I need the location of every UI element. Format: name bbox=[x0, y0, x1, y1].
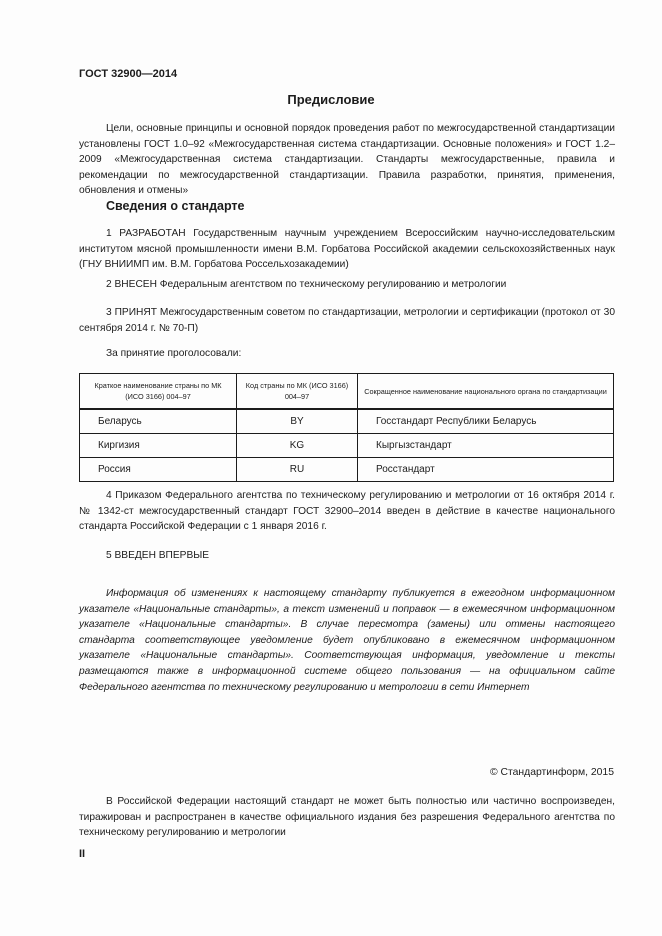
page-title: Предисловие bbox=[287, 92, 375, 107]
table-header-body: Сокращенное наименование национального органа по стандартизации bbox=[358, 374, 614, 410]
notice-paragraph: Информация об изменениях к настоящему стандарту публикуется в ежегодном информационном указателе «Национальные стандарты», а текст изменений и поправок — в ежемесячном информационном указателе «Национальные стандарты». В случае пересмотра (замены) или отмены настоящего стандарта соответствующее уведомление будет опубликовано в ежемесячном информационном указателе «Национальные стандарты». Соответствующая информация, уведомление и тексты размещаются также в информационной системе общего пользования — на официальном сайте Федерального агентства по техническому регулированию и метрологии в сети Интернет bbox=[79, 588, 615, 693]
table-cell-code: RU bbox=[237, 458, 358, 482]
table-header-row bbox=[80, 374, 614, 410]
table-row bbox=[80, 409, 614, 434]
item-order: 4 Приказом Федерального агентства по техническому регулированию и метрологии от 16 октября 2014 г. № 1342-ст межгосударственный стандарт ГОСТ 32900–2014 введен в действие в качестве национального стандарта Российской Федерации с 1 января 2016 г. bbox=[79, 490, 615, 533]
table-header-code: Код страны по МК (ИСО 3166) 004–97 bbox=[237, 374, 358, 410]
rights-paragraph: В Российской Федерации настоящий стандарт не может быть полностью или частично воспроизведен, тиражирован и распространен в качестве официального издания без разрешения Федерального агентства по техническому регулированию и метрологии bbox=[79, 796, 615, 839]
table-row bbox=[80, 434, 614, 458]
intro-paragraph: Цели, основные принципы и основной порядок проведения работ по межгосударственной стандартизации установлены ГОСТ 1.0–92 «Межгосударственная система стандартизации. Основные положения» и ГОСТ 1.2–2009 «Межгосударственная система стандартизации. Стандарты межгосударственные, правила и рекомендации по межгосударственной стандартизации. Правила разработки, принятия, применения, обновления и отмены» bbox=[79, 123, 615, 197]
voted-label: За принятие проголосовали: bbox=[106, 348, 242, 359]
page-number: II bbox=[79, 848, 86, 860]
info-heading: Сведения о стандарте bbox=[106, 199, 245, 213]
table-cell-code: KG bbox=[237, 434, 358, 458]
copyright: © Стандартинформ, 2015 bbox=[489, 767, 614, 778]
table-cell-code: BY bbox=[237, 409, 358, 434]
document-header: ГОСТ 32900—2014 bbox=[79, 68, 178, 80]
table-cell-body: Росстандарт bbox=[358, 458, 614, 482]
item-introduced: 2 ВНЕСЕН Федеральным агентством по техническому регулированию и метрологии bbox=[106, 279, 507, 290]
item-first-introduced: 5 ВВЕДЕН ВПЕРВЫЕ bbox=[106, 550, 210, 561]
table-cell-body: Кыргызстандарт bbox=[358, 434, 614, 458]
voting-table bbox=[79, 373, 614, 482]
table-row bbox=[80, 458, 614, 482]
item-developed: 1 РАЗРАБОТАН Государственным научным учреждением Всероссийским научно-исследовательским институтом мясной промышленности имени В.М. Горбатова Российской академии сельскохозяйственных наук (ГНУ ВНИИМП им. В.М. Горбатова Россельхозакадемии) bbox=[79, 228, 615, 271]
table-cell-country: Россия bbox=[80, 458, 237, 482]
item-adopted: 3 ПРИНЯТ Межгосударственным советом по стандартизации, метрологии и сертификации (протокол от 30 сентября 2014 г. № 70-П) bbox=[79, 307, 615, 334]
table-cell-country: Беларусь bbox=[80, 409, 237, 434]
table-header-country: Краткое наименование страны по МК (ИСО 3166) 004–97 bbox=[80, 374, 237, 410]
table-cell-body: Госстандарт Республики Беларусь bbox=[358, 409, 614, 434]
table-cell-country: Киргизия bbox=[80, 434, 237, 458]
